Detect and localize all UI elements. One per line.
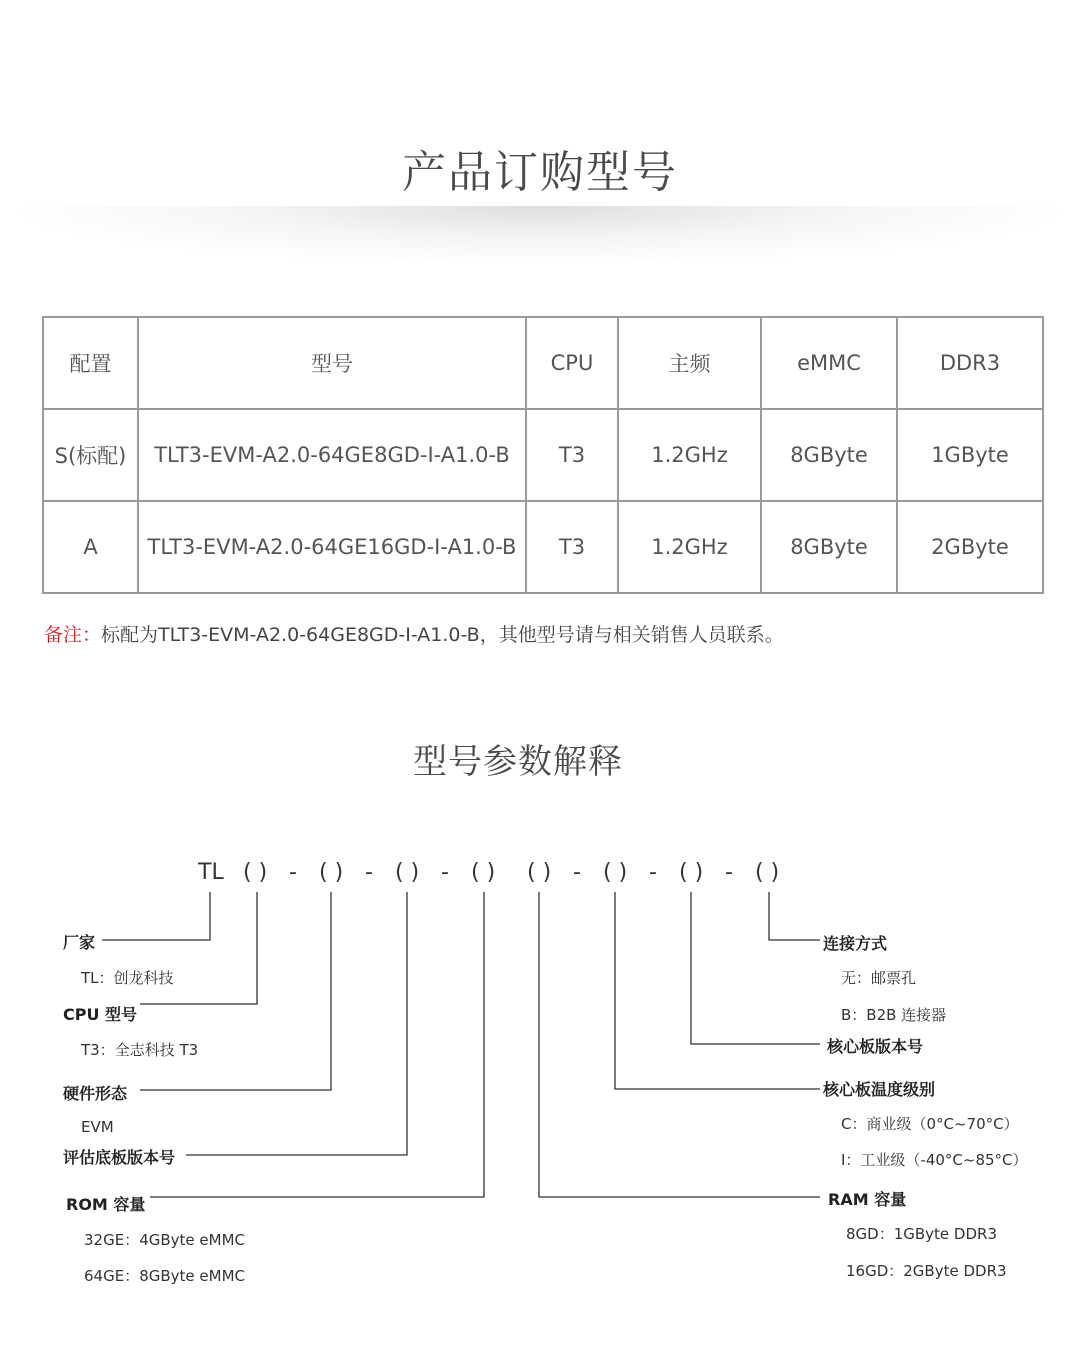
label-core-ver: 核心板版本号 xyxy=(827,1037,924,1056)
label-temp: 核心板温度级别 xyxy=(823,1080,936,1099)
cell-config: S(标配) xyxy=(43,409,138,501)
cell-ddr3: 1GByte xyxy=(897,409,1043,501)
line-rom xyxy=(150,892,484,1197)
code-dash: - xyxy=(441,860,449,885)
line-core-ver xyxy=(691,892,820,1044)
cell-model: TLT3-EVM-A2.0-64GE8GD-I-A1.0-B xyxy=(138,409,526,501)
line-hw xyxy=(140,892,331,1090)
section-title: 型号参数解释 xyxy=(413,742,623,782)
code-dash: - xyxy=(725,860,733,885)
cell-ddr3: 2GByte xyxy=(897,501,1043,593)
page-title: 产品订购型号 xyxy=(402,147,678,198)
cell-cpu: T3 xyxy=(526,501,618,593)
label-ram-value-1: 8GD：1GByte DDR3 xyxy=(846,1225,997,1243)
header-emmc: eMMC xyxy=(761,317,897,409)
label-vendor-value: TL：创龙科技 xyxy=(81,969,174,987)
code-slot-ram: ( ) xyxy=(527,860,552,885)
label-conn-value-1: 无：邮票孔 xyxy=(841,969,917,987)
label-vendor: 厂家 xyxy=(63,933,96,952)
label-board: 评估底板版本号 xyxy=(63,1148,176,1167)
label-rom: ROM 容量 xyxy=(66,1195,146,1214)
label-ram-value-2: 16GD：2GByte DDR3 xyxy=(846,1262,1007,1280)
note-label: 备注： xyxy=(44,624,102,646)
code-slot-cpu: ( ) xyxy=(243,860,268,885)
cell-config: A xyxy=(43,501,138,593)
label-hw-value: EVM xyxy=(81,1118,114,1136)
label-cpu: CPU 型号 xyxy=(63,1005,138,1024)
header-config: 配置 xyxy=(43,317,138,409)
code-dash: - xyxy=(573,860,581,885)
code-slot-hw: ( ) xyxy=(319,860,344,885)
code-slot-temp: ( ) xyxy=(603,860,628,885)
cell-freq: 1.2GHz xyxy=(618,409,761,501)
header-cpu: CPU xyxy=(526,317,618,409)
label-conn-value-2: B：B2B 连接器 xyxy=(841,1006,947,1024)
code-dash: - xyxy=(289,860,297,885)
label-rom-value-1: 32GE：4GByte eMMC xyxy=(84,1231,245,1249)
cell-emmc: 8GByte xyxy=(761,409,897,501)
code-dash: - xyxy=(649,860,657,885)
code-slot-conn: ( ) xyxy=(755,860,780,885)
line-conn xyxy=(769,892,820,940)
label-temp-value-1: C：商业级（0°C~70°C） xyxy=(841,1115,1019,1133)
code-slot-core-ver: ( ) xyxy=(679,860,704,885)
label-conn: 连接方式 xyxy=(823,934,888,953)
cell-emmc: 8GByte xyxy=(761,501,897,593)
label-temp-value-2: I：工业级（-40°C~85°C） xyxy=(841,1151,1028,1169)
label-ram: RAM 容量 xyxy=(828,1190,907,1209)
code-slot-rom: ( ) xyxy=(471,860,496,885)
label-rom-value-2: 64GE：8GByte eMMC xyxy=(84,1267,245,1285)
cell-cpu: T3 xyxy=(526,409,618,501)
cell-model: TLT3-EVM-A2.0-64GE16GD-I-A1.0-B xyxy=(138,501,526,593)
label-hw: 硬件形态 xyxy=(63,1084,128,1103)
header-freq: 主频 xyxy=(618,317,761,409)
line-temp xyxy=(615,892,820,1089)
cell-freq: 1.2GHz xyxy=(618,501,761,593)
header-model: 型号 xyxy=(138,317,526,409)
note-text: 标配为TLT3-EVM-A2.0-64GE8GD-I-A1.0-B，其他型号请与相关销售人员联系。 xyxy=(101,624,784,646)
line-board xyxy=(186,892,407,1155)
line-vendor xyxy=(102,892,210,940)
code-prefix: TL xyxy=(198,860,224,885)
header-ddr3: DDR3 xyxy=(897,317,1043,409)
code-dash: - xyxy=(365,860,373,885)
code-slot-board: ( ) xyxy=(395,860,420,885)
label-cpu-value: T3：全志科技 T3 xyxy=(81,1041,199,1059)
